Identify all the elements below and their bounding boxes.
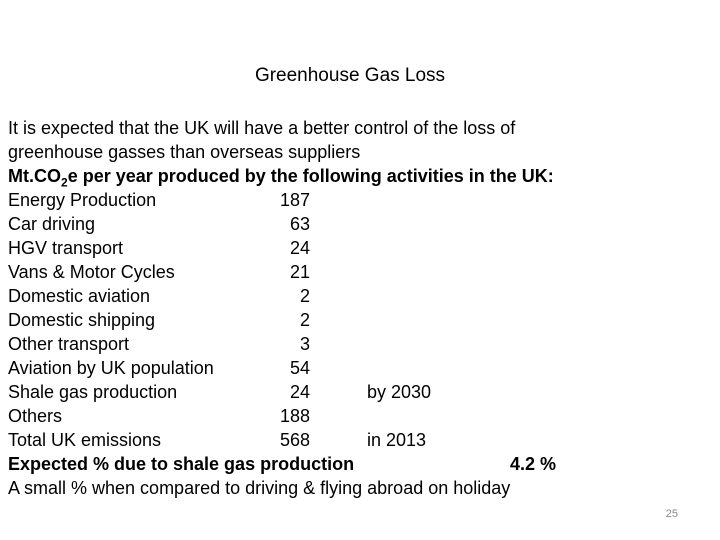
row-label: Total UK emissions	[8, 430, 162, 450]
row-value: 3	[299, 334, 310, 354]
emission-row	[8, 284, 608, 308]
heading-prefix: Mt.CO	[8, 166, 61, 186]
row-note: by 2030	[367, 382, 432, 402]
page-number: 25	[665, 508, 678, 520]
intro-line-1: It is expected that the UK will have a better control of the loss of	[8, 118, 516, 138]
row-label: HGV transport	[8, 238, 124, 258]
heading-subscript: 2	[61, 175, 68, 190]
emissions-heading	[8, 164, 554, 188]
closing-line: A small % when compared to driving & flying abroad on holiday	[8, 478, 511, 498]
emission-row	[8, 260, 608, 284]
row-value: 568	[279, 430, 310, 450]
row-value: 188	[279, 406, 310, 426]
expected-value: 4.2 %	[510, 454, 557, 474]
row-value: 24	[289, 382, 310, 402]
row-value: 2	[299, 310, 310, 330]
row-value: 21	[289, 262, 310, 282]
row-value: 2	[299, 286, 310, 306]
row-label: Domestic aviation	[8, 286, 151, 306]
emission-row	[8, 308, 608, 332]
row-value: 54	[289, 358, 310, 378]
slide-title: Greenhouse Gas Loss	[254, 65, 446, 86]
emission-row	[8, 380, 608, 404]
row-label: Others	[8, 406, 63, 426]
row-value: 24	[289, 238, 310, 258]
row-label: Domestic shipping	[8, 310, 156, 330]
intro-line-2: greenhouse gasses than overseas suppliers	[8, 142, 361, 162]
row-label: Energy Production	[8, 190, 157, 210]
expected-label: Expected % due to shale gas production	[8, 454, 355, 474]
row-value: 63	[289, 214, 310, 234]
heading-suffix: e per year produced by the following activities in the UK:	[67, 166, 554, 186]
row-label: Aviation by UK population	[8, 358, 214, 378]
row-label: Vans & Motor Cycles	[8, 262, 175, 282]
emission-row	[8, 332, 608, 356]
emission-row	[8, 188, 608, 212]
expected-share-row	[8, 452, 608, 476]
emission-row	[8, 236, 608, 260]
row-label: Shale gas production	[8, 382, 178, 402]
emission-row	[8, 404, 608, 428]
row-value: 187	[279, 190, 310, 210]
row-label: Other transport	[8, 334, 130, 354]
emission-row	[8, 428, 608, 452]
row-note: in 2013	[367, 430, 427, 450]
emission-row	[8, 356, 608, 380]
row-label: Car driving	[8, 214, 96, 234]
emission-row	[8, 212, 608, 236]
